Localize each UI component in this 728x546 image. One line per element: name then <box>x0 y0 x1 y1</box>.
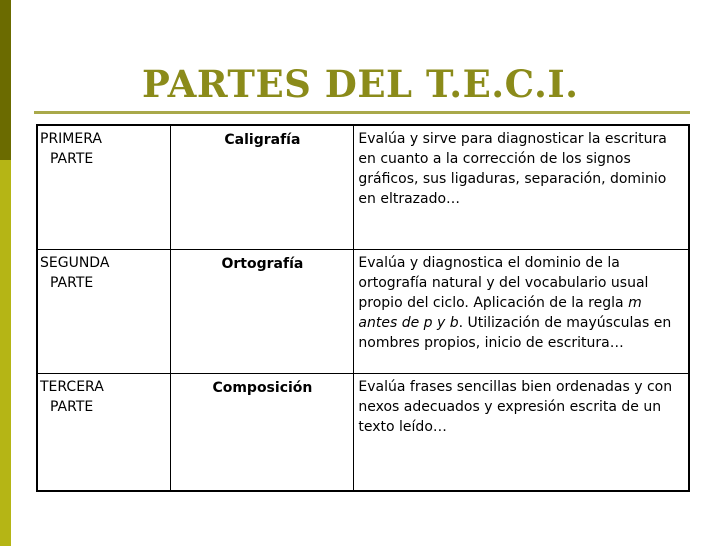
section-description <box>354 373 689 491</box>
teci-table <box>36 124 690 492</box>
description-text: Evalúa y sirve para diagnosticar la escritura en cuanto a la corrección de los signos gráficos, sus ligaduras, separación, dominio en eltrazado… <box>358 131 667 207</box>
section-name: Caligrafía <box>171 125 354 249</box>
side-bar-dark <box>0 0 11 160</box>
description-text: Evalúa frases sencillas bien ordenadas y con nexos adecuados y expresión escrita de un texto leído… <box>358 378 673 435</box>
description-text: Evalúa y diagnostica el dominio de la ortografía natural y del vocabulario usual propio del ciclo. Aplicación de la regla <box>358 254 649 311</box>
part-cell <box>37 373 171 491</box>
table-row <box>37 373 689 491</box>
description-text: . Utilización de mayúsculas en nombres propios, inicio de escritura… <box>358 314 672 351</box>
part-cell <box>37 249 171 373</box>
part-label-line1: SEGUNDA <box>40 254 110 271</box>
side-bar-light <box>0 160 11 546</box>
part-label-line2: PARTE <box>50 398 94 415</box>
title-underline <box>34 111 690 114</box>
part-label-line2: PARTE <box>50 274 94 291</box>
part-label-line2: PARTE <box>50 151 94 167</box>
section-description <box>354 249 689 373</box>
part-label-line1: PRIMERA <box>40 131 102 147</box>
section-name: Ortografía <box>171 249 354 373</box>
part-label-line1: TERCERA <box>40 378 104 395</box>
section-description <box>354 125 689 249</box>
slide-title: PARTES DEL T.E.C.I. <box>142 62 579 106</box>
table-row <box>37 249 689 373</box>
part-cell <box>37 125 171 249</box>
section-name: Composición <box>171 373 354 491</box>
table-row <box>37 125 689 249</box>
description-italic-text: m antes de p y b <box>358 294 642 331</box>
